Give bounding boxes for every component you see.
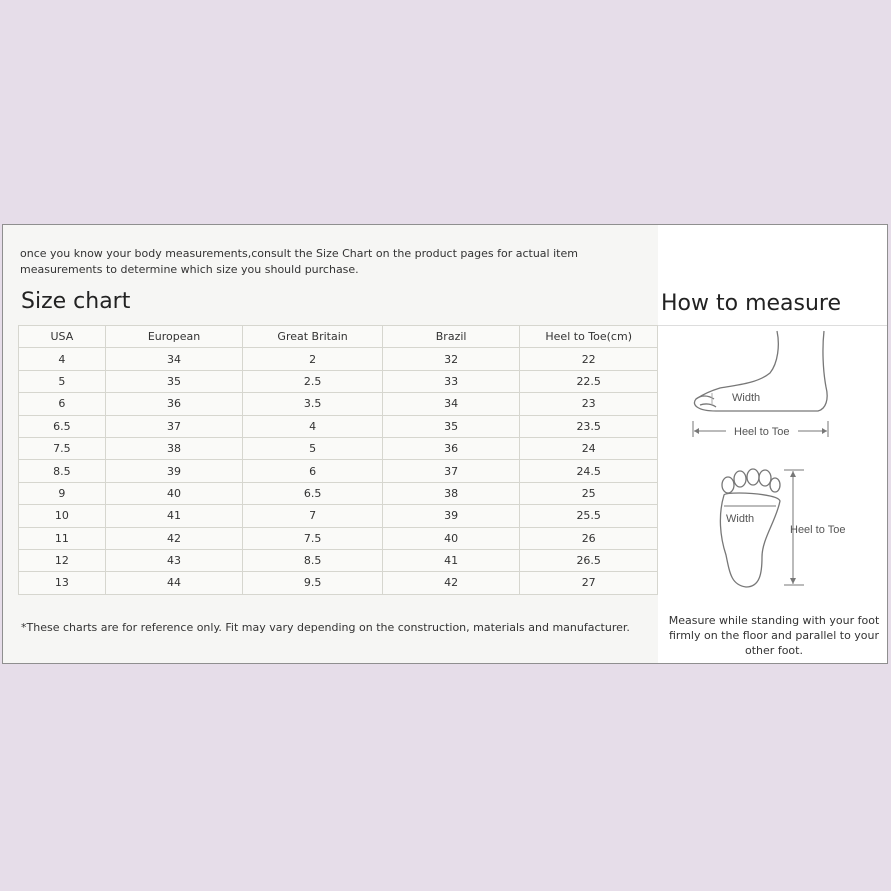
table-cell: 7.5 — [19, 437, 106, 459]
table-cell: 38 — [382, 482, 520, 504]
table-cell: 8.5 — [19, 460, 106, 482]
table-cell: 42 — [105, 527, 243, 549]
intro-text: once you know your body measurements,consult the Size Chart on the product pages for actual item measurements to determine which size you should purchase. — [20, 247, 578, 276]
table-cell: 38 — [105, 437, 243, 459]
reference-note: *These charts are for reference only. Fit may vary depending on the construction, materials and manufacturer. — [21, 621, 630, 634]
how-to-measure-title: How to measure — [661, 291, 842, 316]
table-cell: 6.5 — [243, 482, 383, 504]
table-cell: 12 — [19, 549, 106, 571]
size-chart-title: Size chart — [21, 289, 131, 314]
table-cell: 26 — [520, 527, 658, 549]
size-chart-panel — [2, 224, 888, 664]
table-header-row — [19, 326, 658, 348]
table-cell: 34 — [105, 348, 243, 370]
table-cell: 37 — [105, 415, 243, 437]
table-cell: 36 — [105, 393, 243, 415]
table-cell: 6 — [243, 460, 383, 482]
side-width-label: Width — [732, 392, 761, 404]
table-cell: 37 — [382, 460, 520, 482]
table-cell: 27 — [520, 572, 658, 594]
table-cell: 40 — [382, 527, 520, 549]
table-cell: 35 — [105, 370, 243, 392]
table-body — [19, 348, 658, 594]
table-cell: 22 — [520, 348, 658, 370]
table-row — [19, 549, 658, 571]
header-brazil: Brazil — [382, 326, 520, 348]
table-cell: 11 — [19, 527, 106, 549]
size-chart-section — [3, 225, 658, 663]
table-cell: 5 — [19, 370, 106, 392]
table-cell: 10 — [19, 505, 106, 527]
table-row — [19, 527, 658, 549]
table-cell: 39 — [382, 505, 520, 527]
table-cell: 2.5 — [243, 370, 383, 392]
table-cell: 9 — [19, 482, 106, 504]
table-cell: 41 — [382, 549, 520, 571]
table-cell: 24 — [520, 437, 658, 459]
foot-measure-diagram — [658, 325, 887, 595]
table-cell: 7.5 — [243, 527, 383, 549]
table-row — [19, 437, 658, 459]
table-cell: 5 — [243, 437, 383, 459]
table-cell: 26.5 — [520, 549, 658, 571]
table-cell: 36 — [382, 437, 520, 459]
table-cell: 35 — [382, 415, 520, 437]
side-length-label: Heel to Toe — [734, 426, 790, 438]
size-table — [18, 325, 658, 595]
header-heel-to-toe: Heel to Toe(cm) — [520, 326, 658, 348]
table-cell: 25.5 — [520, 505, 658, 527]
table-row — [19, 460, 658, 482]
table-cell: 7 — [243, 505, 383, 527]
table-row — [19, 370, 658, 392]
header-usa: USA — [19, 326, 106, 348]
table-cell: 34 — [382, 393, 520, 415]
table-cell: 2 — [243, 348, 383, 370]
header-great-britain: Great Britain — [243, 326, 383, 348]
table-row — [19, 482, 658, 504]
table-cell: 9.5 — [243, 572, 383, 594]
table-row — [19, 415, 658, 437]
measure-instructions: Measure while standing with your foot firmly on the floor and parallel to your other foot. — [668, 614, 880, 657]
table-cell: 22.5 — [520, 370, 658, 392]
table-cell: 4 — [19, 348, 106, 370]
table-cell: 25 — [520, 482, 658, 504]
table-row — [19, 348, 658, 370]
table-cell: 39 — [105, 460, 243, 482]
foot-sole-view-icon — [720, 469, 780, 587]
table-row — [19, 572, 658, 594]
table-cell: 41 — [105, 505, 243, 527]
table-row — [19, 505, 658, 527]
table-cell: 4 — [243, 415, 383, 437]
table-cell: 40 — [105, 482, 243, 504]
sole-width-label: Width — [726, 513, 755, 525]
table-cell: 23 — [520, 393, 658, 415]
table-cell: 33 — [382, 370, 520, 392]
table-cell: 6.5 — [19, 415, 106, 437]
table-cell: 24.5 — [520, 460, 658, 482]
table-cell: 3.5 — [243, 393, 383, 415]
foot-side-view-icon — [694, 331, 827, 411]
table-cell: 43 — [105, 549, 243, 571]
table-cell: 44 — [105, 572, 243, 594]
table-cell: 8.5 — [243, 549, 383, 571]
table-cell: 32 — [382, 348, 520, 370]
sole-length-label: Heel to Toe — [790, 524, 846, 536]
table-row — [19, 393, 658, 415]
header-european: European — [105, 326, 243, 348]
table-cell: 13 — [19, 572, 106, 594]
table-cell: 6 — [19, 393, 106, 415]
table-cell: 42 — [382, 572, 520, 594]
table-cell: 23.5 — [520, 415, 658, 437]
